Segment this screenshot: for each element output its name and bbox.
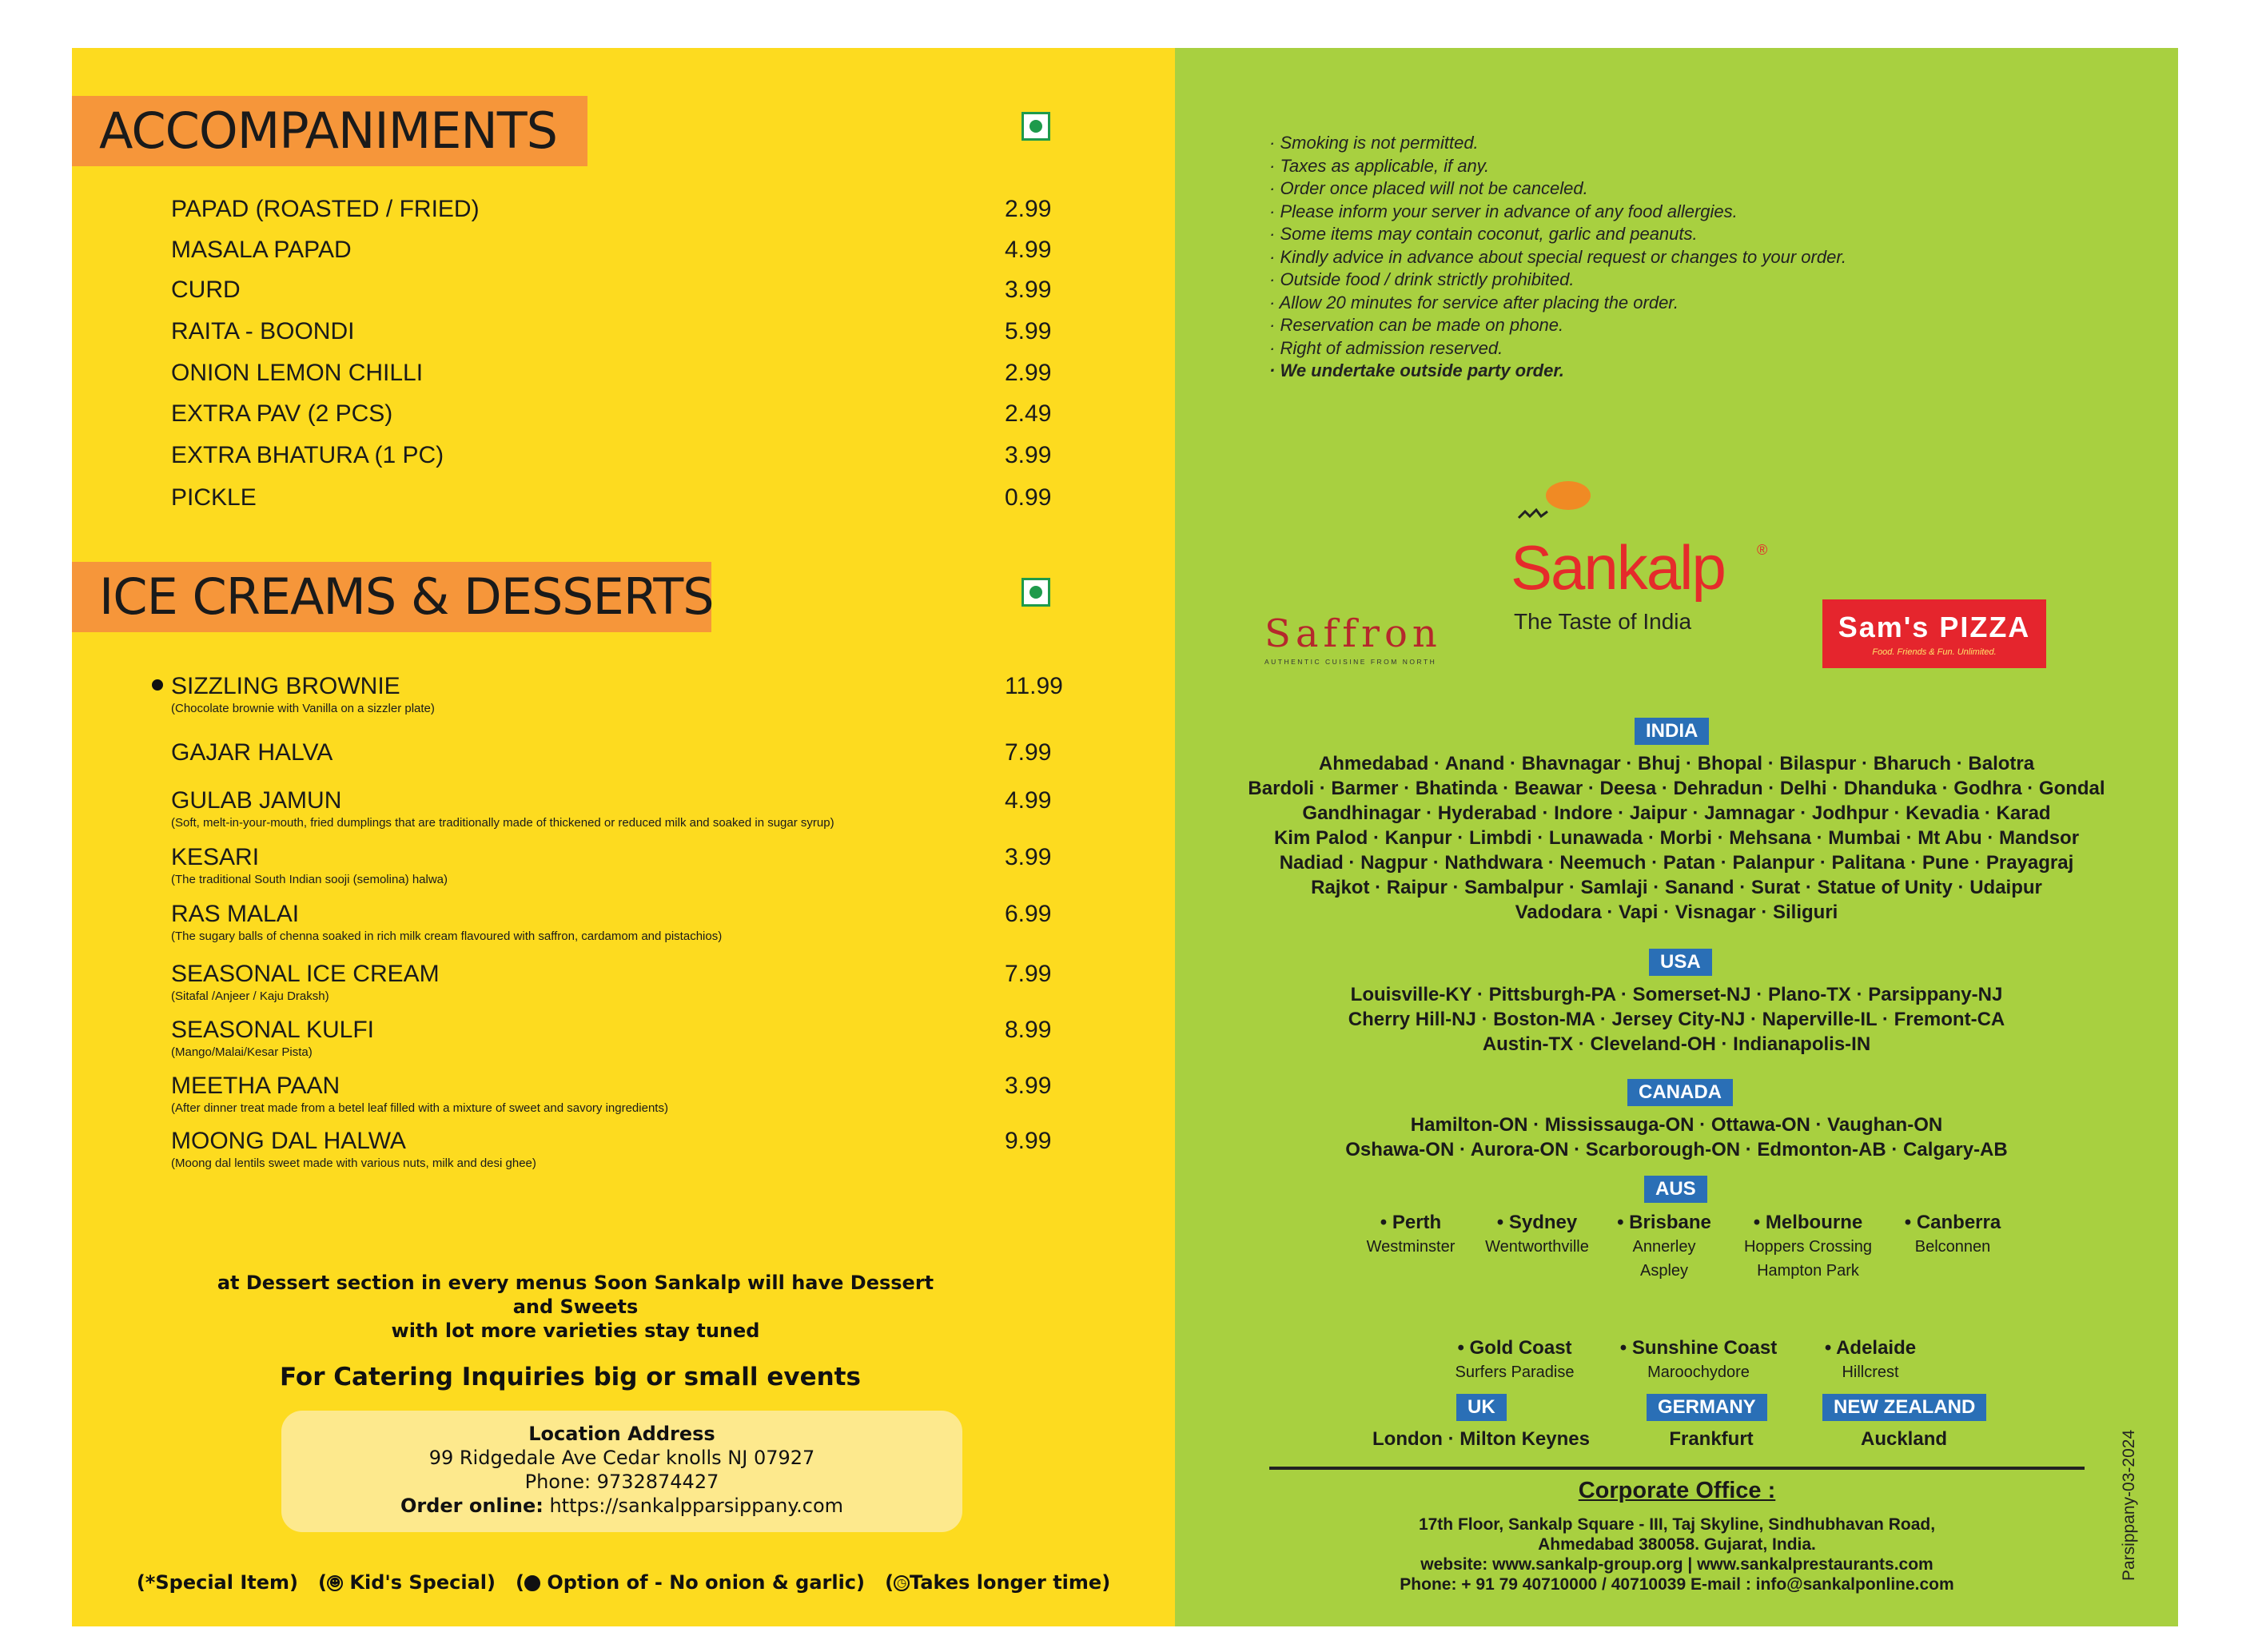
menu-item [171, 442, 1130, 474]
rule-item: · Allow 20 minutes for service after placing the order. [1269, 292, 1679, 312]
country-badge-usa: USA [1649, 949, 1712, 976]
item-name: KESARI [171, 844, 260, 870]
menu-item [171, 961, 1130, 1004]
divider [1269, 1467, 2085, 1470]
item-name: MEETHA PAAN [171, 1073, 340, 1099]
sun-birds-icon [1511, 480, 1607, 527]
item-price: 7.99 [1005, 961, 1052, 987]
item-name: GAJAR HALVA [171, 739, 333, 766]
legend-special: (*Special Item) [136, 1571, 298, 1594]
menu-right-panel [1175, 48, 2178, 1626]
menu-item [171, 844, 1130, 887]
city-line: Austin-TX · Cleveland-OH · Indianapolis-IN [1482, 1033, 1871, 1055]
item-price: 3.99 [1005, 442, 1052, 468]
menu-item [171, 739, 1130, 766]
city-name: • Adelaide [1824, 1337, 1917, 1359]
rule-text: Taxes as applicable, if any. [1280, 155, 1490, 176]
option-symbol-icon [152, 679, 163, 691]
item-price: 3.99 [1005, 277, 1052, 303]
menu-item [171, 673, 1130, 716]
country-badge-uk: UK [1456, 1394, 1507, 1421]
item-description: (The traditional South Indian sooji (semolina) halwa) [171, 873, 448, 886]
aus-city [1469, 1211, 1605, 1259]
aus-city [1355, 1211, 1467, 1259]
item-price: 6.99 [1005, 901, 1052, 927]
item-name: EXTRA PAV (2 PCS) [171, 400, 393, 427]
rule-text: Please inform your server in advance of any food allergies. [1280, 201, 1738, 221]
menu-left-panel [72, 48, 1175, 1626]
item-name: GULAB JAMUN [171, 787, 342, 814]
item-price: 3.99 [1005, 1073, 1052, 1099]
city-line: Hamilton-ON · Mississauga-ON · Ottawa-ON · Vaughan-ON [1410, 1114, 1943, 1136]
rule-item: · We undertake outside party order. [1269, 360, 1564, 380]
accompaniments-heading: ACCOMPANIMENTS [72, 96, 587, 166]
menu-item [171, 1128, 1130, 1171]
suburb-name: Hampton Park [1757, 1262, 1859, 1280]
location-address-box [281, 1411, 962, 1532]
notice-line: with lot more varieties stay tuned [391, 1320, 760, 1342]
rule-text: We undertake outside party order. [1280, 360, 1564, 380]
no-onion-garlic-icon [524, 1575, 540, 1591]
menu-item [171, 901, 1130, 944]
kids-special-icon: ☻ [327, 1575, 343, 1591]
item-price: 9.99 [1005, 1128, 1052, 1154]
country-badge-germany: GERMANY [1647, 1394, 1767, 1421]
city-line: Cherry Hill-NJ · Boston-MA · Jersey City-NJ · Naperville-IL · Fremont-CA [1348, 1009, 2005, 1030]
item-name: CURD [171, 277, 241, 303]
rule-item: · Order once placed will not be canceled. [1269, 178, 1588, 198]
corporate-website[interactable]: website: www.sankalp-group.org | www.sankalprestaurants.com [1420, 1555, 1933, 1574]
item-name: PICKLE [171, 484, 257, 511]
suburb-name: Maroochydore [1647, 1363, 1750, 1381]
menu-item [171, 400, 1130, 432]
menu-item [171, 237, 1130, 269]
city-name: • Perth [1380, 1212, 1442, 1233]
menu-item [171, 277, 1130, 309]
sankalp-tagline: The Taste of India [1514, 609, 1692, 634]
veg-symbol-icon [1021, 578, 1050, 607]
suburb-name: Aspley [1639, 1262, 1689, 1280]
rule-item: · Reservation can be made on phone. [1269, 315, 1564, 335]
rule-item: · Right of admission reserved. [1269, 337, 1503, 358]
rule-text: Some items may contain coconut, garlic and peanuts. [1280, 224, 1698, 244]
sams-name: Sam's PIZZA [1838, 611, 2031, 643]
item-price: 4.99 [1005, 237, 1052, 263]
rule-text: Smoking is not permitted. [1280, 133, 1479, 153]
suburb-name: Annerley [1632, 1238, 1696, 1256]
india-cities [1175, 751, 2178, 925]
address-street: 99 Ridgedale Ave Cedar knolls NJ 07927 [428, 1447, 815, 1469]
item-name: EXTRA BHATURA (1 PC) [171, 442, 444, 468]
corporate-address-1: 17th Floor, Sankalp Square - III, Taj Skyline, Sindhubhavan Road, [1418, 1515, 1936, 1534]
new-zealand-cities: Auckland [1860, 1428, 1948, 1450]
menu-item [171, 318, 1130, 350]
desserts-heading: ICE CREAMS & DESSERTS [72, 562, 711, 632]
usa-cities [1175, 982, 2178, 1057]
city-name: • Melbourne [1753, 1212, 1863, 1233]
item-price: 2.49 [1005, 400, 1052, 427]
rule-text: Right of admission reserved. [1280, 337, 1503, 358]
registered-icon: ® [1757, 542, 1768, 558]
rule-item: · Taxes as applicable, if any. [1269, 155, 1490, 176]
suburb-name: Surfers Paradise [1455, 1363, 1575, 1381]
aus-city [1603, 1336, 1794, 1384]
corporate-contact: Phone: + 91 79 40710000 / 40710039 E-mail : info@sankalponline.com [1400, 1575, 1954, 1594]
corporate-office [1269, 1473, 2085, 1594]
item-description: (Moong dal lentils sweet made with various nuts, milk and desi ghee) [171, 1156, 536, 1170]
item-description: (Chocolate brownie with Vanilla on a sizzler plate) [171, 702, 435, 715]
aus-city [1435, 1336, 1595, 1384]
item-price: 0.99 [1005, 484, 1052, 511]
item-price: 4.99 [1005, 787, 1052, 814]
legend-longer: Takes longer time) [910, 1571, 1111, 1594]
city-line: Rajkot · Raipur · Sambalpur · Samlaji · Sanand · Surat · Statue of Unity · Udaipur [1311, 877, 2042, 898]
suburb-name: Hoppers Crossing [1743, 1238, 1873, 1256]
aus-city [1885, 1211, 2021, 1259]
symbol-legend: (*Special Item) ( ☻ Kid's Special) ( Option of - No onion & garlic) ( ◷ Takes longer time) [136, 1571, 1111, 1594]
country-badge-canada: CANADA [1627, 1079, 1733, 1106]
address-phone: Phone: 9732874427 [524, 1471, 719, 1493]
city-line: Gandhinagar · Hyderabad · Indore · Jaipur · Jamnagar · Jodhpur · Kevadia · Karad [1302, 802, 2051, 824]
item-name: MASALA PAPAD [171, 237, 352, 263]
city-name: • Brisbane [1617, 1212, 1711, 1233]
item-name: SEASONAL KULFI [171, 1017, 374, 1043]
rule-text: Order once placed will not be canceled. [1280, 178, 1588, 198]
item-description: (Soft, melt-in-your-mouth, fried dumplings that are traditionally made of thickened or reduced milk and soaked in sugar syrup) [171, 816, 834, 830]
city-line: Bardoli · Barmer · Bhatinda · Beawar · Deesa · Dehradun · Delhi · Dhanduka · Godhra · Gondal [1248, 778, 2105, 799]
veg-symbol-icon [1021, 112, 1050, 141]
menu-item [171, 360, 1130, 392]
clock-icon: ◷ [894, 1575, 910, 1591]
item-description: (Mango/Malai/Kesar Pista) [171, 1045, 313, 1059]
item-name: PAPAD (ROASTED / FRIED) [171, 196, 480, 222]
order-online-url[interactable]: https://sankalpparsippany.com [543, 1495, 844, 1517]
suburb-name: Wentworthville [1485, 1238, 1589, 1256]
country-badge-india: INDIA [1635, 718, 1709, 745]
legend-kids: Kid's Special) [349, 1571, 496, 1594]
item-price: 2.99 [1005, 360, 1052, 386]
item-price: 2.99 [1005, 196, 1052, 222]
menu-item [171, 484, 1130, 516]
city-line: Kim Palod · Kanpur · Limbdi · Lunawada · Morbi · Mehsana · Mumbai · Mt Abu · Mandsor [1273, 827, 2080, 849]
suburb-name: Hillcrest [1842, 1363, 1899, 1381]
item-name: ONION LEMON CHILLI [171, 360, 424, 386]
city-name: • Sunshine Coast [1619, 1337, 1778, 1359]
address-title: Location Address [528, 1423, 715, 1445]
suburb-name: Westminster [1366, 1238, 1456, 1256]
aus-city [1728, 1211, 1888, 1283]
item-price: 8.99 [1005, 1017, 1052, 1043]
item-name: RAITA - BOONDI [171, 318, 355, 344]
notice-line: at Dessert section in every menus Soon Sankalp will have Dessert and Sweets [217, 1272, 934, 1318]
item-price: 7.99 [1005, 739, 1052, 766]
legend-option: Option of - No onion & garlic) [547, 1571, 865, 1594]
suburb-name: Belconnen [1914, 1238, 1991, 1256]
catering-heading: For Catering Inquiries big or small events [280, 1363, 861, 1391]
country-badge-aus: AUS [1644, 1176, 1707, 1203]
rule-text: Kindly advice in advance about special request or changes to your order. [1280, 246, 1846, 267]
item-description: (The sugary balls of chenna soaked in rich milk cream flavoured with saffron, cardamom and pistachios) [171, 929, 723, 943]
canada-cities [1175, 1113, 2178, 1162]
menu-item [171, 196, 1130, 228]
sankalp-name: Sankalp [1511, 532, 1725, 603]
item-price: 5.99 [1005, 318, 1052, 344]
aus-city [1604, 1211, 1724, 1283]
rule-text: Allow 20 minutes for service after placing the order. [1279, 292, 1679, 312]
city-line: Ahmedabad · Anand · Bhavnagar · Bhuj · Bhopal · Bilaspur · Bharuch · Balotra [1318, 753, 2035, 774]
sams-tagline: Food. Friends & Fun. Unlimited. [1872, 647, 1997, 657]
print-code: Parsippany-03-2024 [2120, 1429, 2138, 1581]
sams-pizza-logo [1822, 599, 2046, 668]
city-line: Oshawa-ON · Aurora-ON · Scarborough-ON · Edmonton-AB · Calgary-AB [1345, 1139, 2008, 1160]
city-line: Vadodara · Vapi · Visnagar · Siliguri [1515, 902, 1838, 923]
order-online-label: Order online: [400, 1495, 544, 1517]
rule-item: · Some items may contain coconut, garlic and peanuts. [1269, 224, 1698, 244]
corporate-address-2: Ahmedabad 380058. Gujarat, India. [1538, 1535, 1816, 1554]
city-name: • Gold Coast [1457, 1337, 1572, 1359]
item-name: SEASONAL ICE CREAM [171, 961, 440, 987]
germany-cities: Frankfurt [1669, 1428, 1754, 1450]
corporate-title: Corporate Office : [1578, 1478, 1776, 1503]
item-price: 3.99 [1005, 844, 1052, 870]
rule-text: Reservation can be made on phone. [1280, 315, 1564, 335]
rule-item: · Kindly advice in advance about special request or changes to your order. [1269, 246, 1846, 267]
menu-item [171, 1017, 1130, 1060]
rule-item: · Smoking is not permitted. [1269, 133, 1479, 153]
dessert-notice [216, 1271, 935, 1343]
order-online [281, 1494, 962, 1518]
item-description: (After dinner treat made from a betel leaf filled with a mixture of sweet and savory ingredients) [171, 1101, 668, 1115]
item-price: 11.99 [1005, 673, 1063, 699]
saffron-subtitle: AUTHENTIC CUISINE FROM NORTH [1264, 658, 1437, 666]
uk-cities: London · Milton Keynes [1372, 1428, 1590, 1450]
menu-item [171, 787, 1130, 830]
saffron-logo [1264, 611, 1496, 675]
item-name: MOONG DAL HALWA [171, 1128, 406, 1154]
city-line: Louisville-KY · Pittsburgh-PA · Somerset-NJ · Plano-TX · Parsippany-NJ [1350, 984, 2003, 1005]
menu-item [171, 1073, 1130, 1116]
country-badge-new-zealand: NEW ZEALAND [1822, 1394, 1986, 1421]
city-line: Nadiad · Nagpur · Nathdwara · Neemuch · Patan · Palanpur · Palitana · Pune · Prayagraj [1279, 852, 2074, 874]
item-name: SIZZLING BROWNIE [171, 673, 400, 699]
item-description: (Sitafal /Anjeer / Kaju Draksh) [171, 989, 329, 1003]
rule-item: · Outside food / drink strictly prohibited. [1269, 269, 1575, 289]
city-name: • Sydney [1496, 1212, 1578, 1233]
item-name: RAS MALAI [171, 901, 300, 927]
city-name: • Canberra [1904, 1212, 2001, 1233]
aus-city [1810, 1336, 1930, 1384]
rule-text: Outside food / drink strictly prohibited. [1280, 269, 1575, 289]
rule-item: · Please inform your server in advance of any food allergies. [1269, 201, 1738, 221]
saffron-name: Saffron [1264, 611, 1442, 656]
house-rules [1269, 132, 1989, 383]
sankalp-logo [1511, 480, 1782, 671]
